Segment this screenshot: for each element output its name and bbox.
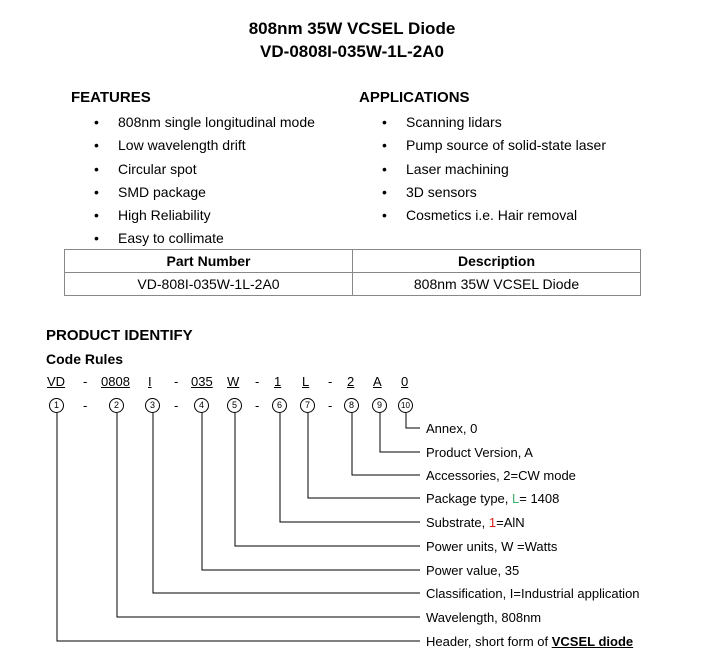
code-dash: - xyxy=(174,398,179,413)
code-dash: - xyxy=(83,398,88,413)
code-label-emphasis: VCSEL diode xyxy=(551,634,634,649)
list-item: • 808nm single longitudinal mode xyxy=(66,111,315,134)
index-circle: 9 xyxy=(372,398,387,413)
code-rules-heading: Code Rules xyxy=(46,351,124,367)
code-segment: 035 xyxy=(191,374,213,389)
code-segment: W xyxy=(227,374,240,389)
index-circle: 5 xyxy=(227,398,242,413)
code-label: Classification, I=Industrial application xyxy=(426,586,640,601)
code-segment: I xyxy=(148,374,152,389)
index-circle: 2 xyxy=(109,398,124,413)
code-dash: - xyxy=(174,374,179,389)
code-label-text: Package type, xyxy=(426,491,512,506)
table-cell: 808nm 35W VCSEL Diode xyxy=(353,273,641,296)
code-label: Power units, W =Watts xyxy=(426,539,558,554)
code-label: Product Version, A xyxy=(426,445,533,460)
table-header-cell: Description xyxy=(353,250,641,273)
list-item: • High Reliability xyxy=(66,204,315,227)
table-cell: VD-808I-035W-1L-2A0 xyxy=(65,273,353,296)
highlight-letter: 1 xyxy=(488,515,497,530)
code-label xyxy=(426,515,525,530)
code-label-text: Header, short form of xyxy=(426,634,552,649)
applications-heading: APPLICATIONS xyxy=(359,89,470,106)
code-segment: 2 xyxy=(347,374,355,389)
list-item: • Cosmetics i.e. Hair removal xyxy=(354,204,606,227)
list-item: • 3D sensors xyxy=(354,181,606,204)
index-circle: 7 xyxy=(300,398,315,413)
code-dash: - xyxy=(255,374,260,389)
list-item: • Laser machining xyxy=(354,158,606,181)
list-item: • Scanning lidars xyxy=(354,111,606,134)
index-circle: 6 xyxy=(272,398,287,413)
highlight-letter: L xyxy=(512,491,520,506)
code-label: Power value, 35 xyxy=(426,563,520,578)
code-segment: VD xyxy=(47,374,66,389)
index-circle: 8 xyxy=(344,398,359,413)
index-circle: 10 xyxy=(398,398,413,413)
code-label-text: =AlN xyxy=(496,515,525,530)
code-label: Annex, 0 xyxy=(426,421,478,436)
code-segment: 0 xyxy=(401,374,409,389)
code-dash: - xyxy=(255,398,260,413)
code-label: Accessories, 2=CW mode xyxy=(426,468,576,483)
list-item: • Pump source of solid-state laser xyxy=(354,134,606,157)
list-item: • SMD package xyxy=(66,181,315,204)
index-circle: 4 xyxy=(194,398,209,413)
code-segment: L xyxy=(302,374,310,389)
document-title: 808nm 35W VCSEL Diode xyxy=(248,19,456,38)
index-circle: 1 xyxy=(49,398,64,413)
table-header-cell: Part Number xyxy=(65,250,353,273)
code-dash: - xyxy=(83,374,88,389)
list-item: • Circular spot xyxy=(66,158,315,181)
code-label xyxy=(426,491,559,506)
code-segment: A xyxy=(373,374,382,389)
features-heading: FEATURES xyxy=(71,89,151,106)
code-label-text: = 1408 xyxy=(519,491,560,506)
document-subtitle: VD-0808I-035W-1L-2A0 xyxy=(260,42,444,61)
code-segment: 1 xyxy=(274,374,282,389)
code-label xyxy=(426,634,633,649)
code-label-text: Substrate, xyxy=(426,515,489,530)
code-label: Wavelength, 808nm xyxy=(426,610,542,625)
index-circle: 3 xyxy=(145,398,160,413)
code-dash: - xyxy=(328,398,333,413)
list-item: • Easy to collimate xyxy=(66,227,315,250)
code-dash: - xyxy=(328,374,333,389)
product-identify-heading: PRODUCT IDENTIFY xyxy=(46,327,193,344)
code-segment: 0808 xyxy=(101,374,130,389)
list-item: • Low wavelength drift xyxy=(66,134,315,157)
